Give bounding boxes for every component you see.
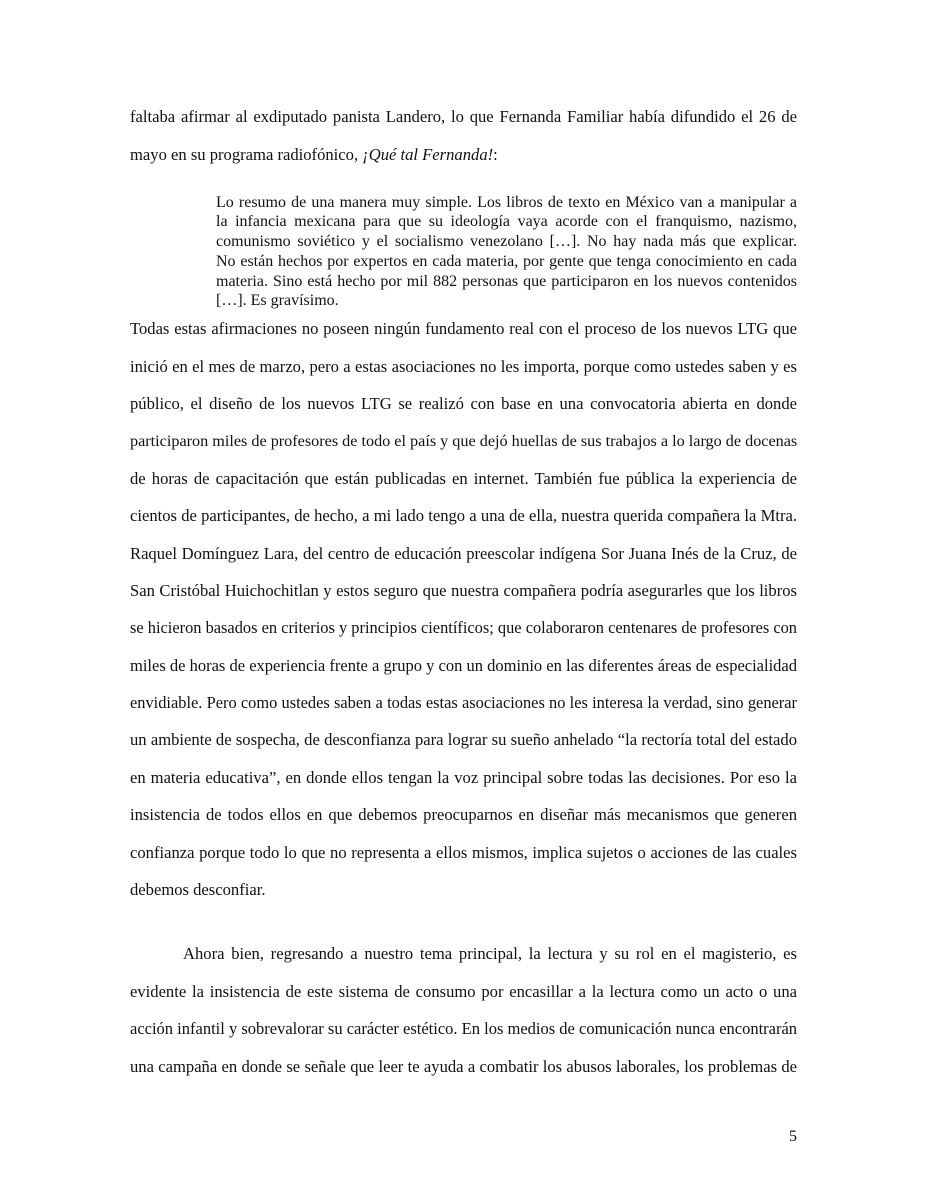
paragraph-line: San Cristóbal Huichochitlan y estos seguro que nuestra compañera podría asegurarles que los libros (130, 581, 797, 600)
intro-line-1: faltaba afirmar al exdiputado panista Landero, lo que Fernanda Familiar había difundido el 26 de (130, 107, 797, 126)
paragraph-line: miles de horas de experiencia frente a grupo y con un dominio en las diferentes áreas de especialidad (130, 656, 797, 675)
paragraph-line: insistencia de todos ellos en que debemos preocuparnos en diseñar más mecanismos que generen (130, 805, 797, 824)
paragraph-line: acción infantil y sobrevalorar su carácter estético. En los medios de comunicación nunca encontrarán (130, 1019, 798, 1038)
intro-line-2-text: mayo en su programa radiofónico, (130, 145, 363, 164)
page-number: 5 (789, 1128, 797, 1145)
quote-line: No están hechos por expertos en cada materia, por gente que tenga conocimiento en cada (216, 253, 797, 270)
intro-line-2 (130, 145, 797, 165)
paragraph-line: en materia educativa”, en donde ellos tengan la voz principal sobre todas las decisiones. Por eso la (130, 768, 797, 787)
quote-line: materia. Sino está hecho por mil 882 personas que participaron en los nuevos contenidos (216, 273, 797, 290)
program-title: ¡Qué tal Fernanda! (362, 145, 494, 164)
paragraph-line: de horas de capacitación que están publicadas en internet. También fue pública la experiencia de (130, 469, 797, 488)
paragraph-line: envidiable. Pero como ustedes saben a todas estas asociaciones no les interesa la verdad, sino generar (130, 693, 797, 712)
paragraph-line: debemos desconfiar. (130, 880, 266, 899)
quote-line: comunismo soviético y el socialismo venezolano […]. No hay nada más que explicar. (216, 233, 797, 250)
paragraph-line: público, el diseño de los nuevos LTG se realizó con base en una convocatoria abierta en donde (130, 394, 797, 413)
paragraph-line: Todas estas afirmaciones no poseen ningún fundamento real con el proceso de los nuevos LTG que (130, 319, 797, 338)
paragraph-line: Raquel Domínguez Lara, del centro de educación preescolar indígena Sor Juana Inés de la Cruz, de (130, 544, 797, 563)
paragraph-line: inició en el mes de marzo, pero a estas asociaciones no les importa, porque como ustedes saben y es (130, 357, 797, 376)
paragraph-line: un ambiente de sospecha, de desconfianza para lograr su sueño anhelado “la rectoría total del estado (130, 730, 797, 749)
quote-line: Lo resumo de una manera muy simple. Los libros de texto en México van a manipular a (216, 194, 797, 211)
paragraph-line: una campaña en donde se señale que leer te ayuda a combatir los abusos laborales, los problemas de (130, 1057, 797, 1076)
paragraph-line: Ahora bien, regresando a nuestro tema principal, la lectura y su rol en el magisterio, es (183, 944, 797, 963)
paragraph-line: cientos de participantes, de hecho, a mi lado tengo a una de ella, nuestra querida compañera la Mtra. (130, 506, 797, 525)
paragraph-line: participaron miles de profesores de todo el país y que dejó huellas de sus trabajos a lo largo de docenas (130, 432, 798, 450)
paragraph-line: confianza porque todo lo que no representa a ellos mismos, implica sujetos o acciones de las cuales (130, 843, 797, 862)
paragraph-line: evidente la insistencia de este sistema de consumo por encasillar a la lectura como un acto o una (130, 982, 797, 1001)
quote-line: […]. Es gravísimo. (216, 292, 339, 309)
quote-line: la infancia mexicana para que su ideología vaya acorde con el franquismo, nazismo, (216, 213, 797, 230)
paragraph-line: se hicieron basados en criterios y principios científicos; que colaboraron centenares de profesores con (130, 618, 797, 637)
intro-line-2-colon: : (493, 145, 498, 164)
